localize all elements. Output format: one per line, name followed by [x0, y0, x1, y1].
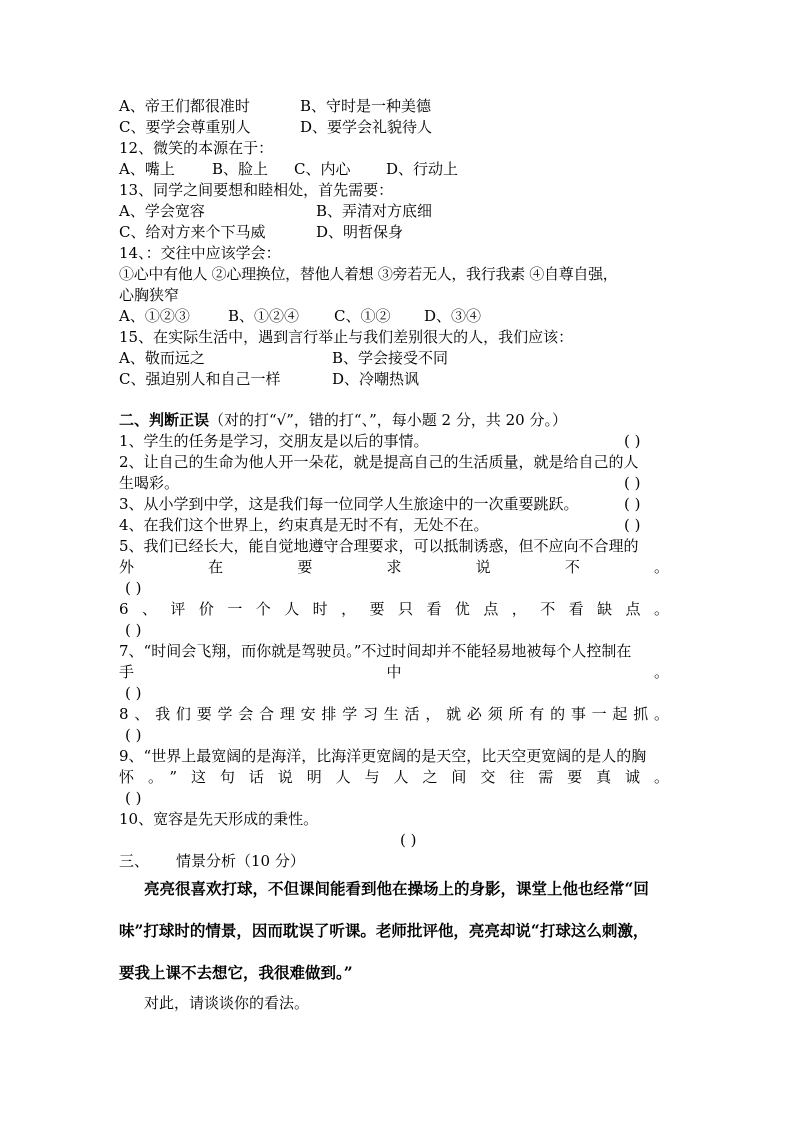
q14-items-line1: ①心中有他人 ②心理换位，替他人着想 ③旁若无人，我行我素 ④自尊自强，: [119, 265, 618, 283]
judge-blank-1[interactable]: ( ): [624, 432, 641, 450]
section3-heading-title: 情景分析（10 分）: [176, 852, 305, 870]
q12-stem: 12、微笑的本源在于：: [119, 139, 274, 157]
section2-heading: 二、判断正误: [119, 411, 210, 429]
judge-item-9-line2-wrap: [119, 767, 669, 787]
scenario-line-3: 要我上课不去想它，我很难做到。”: [119, 963, 353, 982]
judge-item-5-line2: 外在要求说不。: [119, 558, 669, 576]
judge-item-1: 1、学生的任务是学习，交朋友是以后的事情。: [119, 432, 429, 450]
q12-option-a: A、嘴上: [119, 160, 175, 178]
judge-blank-4[interactable]: ( ): [624, 516, 641, 534]
q11-option-b: B、守时是一种美德: [300, 97, 432, 115]
q14-option-b: B、①②④: [228, 307, 300, 325]
q13-option-d: D、明哲保身: [316, 223, 404, 241]
judge-blank-3[interactable]: ( ): [624, 495, 641, 513]
q15-option-a: A、敬而远之: [119, 349, 205, 367]
q15-stem: 15、在实际生活中，遇到言行举止与我们差别很大的人，我们应该：: [119, 328, 574, 346]
judge-blank-8[interactable]: ( ): [125, 726, 142, 744]
q12-option-d: D、行动上: [386, 160, 459, 178]
judge-item-6-wrap: [119, 599, 669, 619]
judge-item-6: 6、评价一个人时，要只看优点，不看缺点。: [119, 600, 669, 618]
q15-option-d: D、冷嘲热讽: [332, 370, 420, 388]
judge-item-4: 4、在我们这个世界上，约束真是无时不有，无处不在。: [119, 516, 489, 534]
q14-option-a: A、①②③: [119, 307, 190, 325]
judge-item-5-line2-wrap: [119, 557, 669, 577]
judge-blank-6[interactable]: ( ): [125, 621, 142, 639]
judge-blank-2[interactable]: ( ): [624, 474, 641, 492]
q14-items-line2: 心胸狭窄: [119, 286, 180, 304]
scenario-line-2: 味”打球时的情景，因而耽误了听课。老师批评他，亮亮却说“打球这么刺激，: [119, 921, 649, 940]
judge-blank-9[interactable]: ( ): [125, 789, 142, 807]
judge-item-8: 8、我们要学会合理安排学习生活，就必须所有的事一起抓。: [119, 705, 669, 723]
section3-heading-num: 三、: [119, 852, 150, 870]
q13-stem: 13、同学之间要想和睦相处，首先需要：: [119, 181, 394, 199]
judge-item-2-line1: 2、让自己的生命为他人开一朵花，就是提高自己的生活质量，就是给自己的人: [119, 453, 639, 471]
judge-item-3: 3、从小学到中学，这是我们每一位同学人生旅途中的一次重要跳跃。: [119, 495, 579, 513]
q11-option-c: C、要学会尊重别人: [119, 118, 251, 136]
judge-item-2-line2: 生喝彩。: [119, 474, 180, 492]
judge-item-7-line2-wrap: [119, 662, 669, 682]
judge-item-7-line2: 手中。: [119, 663, 669, 681]
q13-option-b: B、弄清对方底细: [316, 202, 433, 220]
q15-option-c: C、强迫别人和自己一样: [119, 370, 281, 388]
q12-option-c: C、内心: [294, 160, 351, 178]
section2-heading-line: [119, 410, 567, 430]
q15-option-b: B、学会接受不同: [332, 349, 449, 367]
scenario-prompt: 对此，请谈谈你的看法。: [144, 994, 310, 1012]
q14-stem: 14、：交往中应该学会：: [119, 244, 281, 262]
q11-option-a: A、帝王们都很准时: [119, 97, 250, 115]
q11-option-d: D、要学会礼貌待人: [300, 118, 433, 136]
judge-blank-7[interactable]: ( ): [125, 684, 142, 702]
scenario-line-1: 亮亮很喜欢打球，不但课间能看到他在操场上的身影，课堂上他也经常“回: [144, 879, 649, 898]
q13-option-a: A、学会宽容: [119, 202, 205, 220]
q12-option-b: B、脸上: [212, 160, 269, 178]
judge-item-10: 10、宽容是先天形成的秉性。: [119, 810, 319, 828]
section2-instruction: （对的打“√”，错的打“、”，每小题 2 分，共 20 分。）: [209, 411, 567, 429]
judge-item-8-wrap: [119, 704, 669, 724]
judge-item-9-line2: 怀。”这句话说明人与人之间交往需要真诚。: [119, 768, 669, 786]
judge-item-7-line1: 7、“时间会飞翔，而你就是驾驶员。”不过时间却并不能轻易地被每个人控制在: [119, 642, 632, 660]
judge-blank-5[interactable]: ( ): [125, 579, 142, 597]
q14-option-d: D、③④: [424, 307, 482, 325]
q14-option-c: C、①②: [334, 307, 391, 325]
judge-item-5-line1: 5、我们已经长大，能自觉地遵守合理要求，可以抵制诱惑，但不应向不合理的: [119, 537, 639, 555]
judge-item-9-line1: 9、“世界上最宽阔的是海洋，比海洋更宽阔的是天空，比天空更宽阔的是人的胸: [119, 747, 647, 765]
judge-blank-10[interactable]: ( ): [400, 831, 417, 849]
q13-option-c: C、给对方来个下马威: [119, 223, 266, 241]
